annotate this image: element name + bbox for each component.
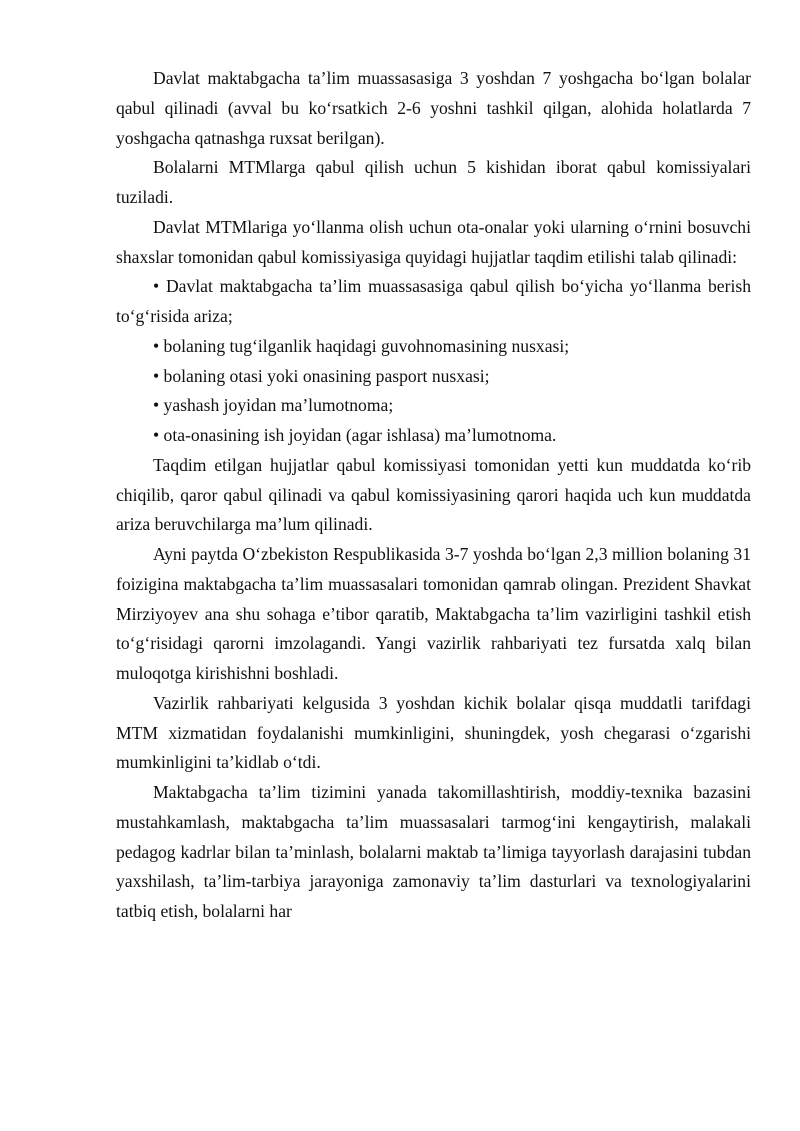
paragraph-system-improvement: Maktabgacha ta’lim tizimini yanada takomillashtirish, moddiy-texnika bazasini mustahkamlash, maktabgacha ta’lim muassasalari tarmog‘ini kengaytirish, malakali pedagog kadrlar bilan ta’minlash, bolalarni maktab ta’limiga tayyorlash darajasini tubdan yaxshilash, ta’lim-tarbiya jarayoniga zamonaviy ta’lim dasturlari va texnologiyalarini tatbiq etish, bolalarni har <box>116 782 751 921</box>
document-body <box>116 64 751 927</box>
paragraph-coverage: Ayni paytda O‘zbekiston Respublikasida 3-7 yoshda bo‘lgan 2,3 million bolaning 31 foizigina maktabgacha ta’lim muassasalari tomonidan qamrab olingan. Prezident Shavkat Mirziyoyev ana shu sohaga e’tibor qaratib, Maktabgacha ta’lim vazirligini tashkil etish to‘g‘risidagi qarorni imzolagandi. Yangi vazirlik rahbariyati tez fursatda xalq bilan muloqotga kirishishni boshladi. <box>116 544 751 683</box>
bullet-application: • Davlat maktabgacha ta’lim muassasasiga qabul qilish bo‘yicha yo‘llanma berish to‘g‘risida ariza; <box>116 276 751 326</box>
paragraph-ministry-plans: Vazirlik rahbariyati kelgusida 3 yoshdan kichik bolalar qisqa muddatli tarifdagi MTM xizmatidan foydalanishi mumkinligini, shuningdek, yosh chegarasi o‘zgarishi mumkinligini ta’kidlab o‘tdi. <box>116 692 751 773</box>
bullet-parent-passport: • bolaning otasi yoki onasining pasport nusxasi; <box>153 365 490 386</box>
paragraph-required-documents: Davlat MTMlariga yo‘llanma olish uchun ota-onalar yoki ularning o‘rnini bosuvchi shaxslar tomonidan qabul komissiyasiga quyidagi hujjatlar taqdim etilishi talab qilinadi: <box>116 216 751 267</box>
bullet-residence-certificate: • yashash joyidan ma’lumotnoma; <box>153 395 394 416</box>
bullet-birth-certificate: • bolaning tug‘ilganlik haqidagi guvohnomasining nusxasi; <box>153 335 570 356</box>
paragraph-commission: Bolalarni MTMlarga qabul qilish uchun 5 kishidan iborat qabul komissiyalari tuziladi. <box>116 157 751 207</box>
paragraph-admission-age: Davlat maktabgacha ta’lim muassasasiga 3 yoshdan 7 yoshgacha bo‘lgan bolalar qabul qilinadi (avval bu ko‘rsatkich 2-6 yoshni tashkil qilgan, alohida holatlarda 7 yoshgacha qatnashga ruxsat berilgan). <box>116 68 751 148</box>
paragraph-review-period: Taqdim etilgan hujjatlar qabul komissiyasi tomonidan yetti kun muddatda ko‘rib chiqilib, qaror qabul qilinadi va qabul komissiyasining qarori haqida uch kun muddatda ariza beruvchilarga ma’lum qilinadi. <box>116 454 751 535</box>
bullet-workplace-certificate: • ota-onasining ish joyidan (agar ishlasa) ma’lumotnoma. <box>153 425 557 445</box>
